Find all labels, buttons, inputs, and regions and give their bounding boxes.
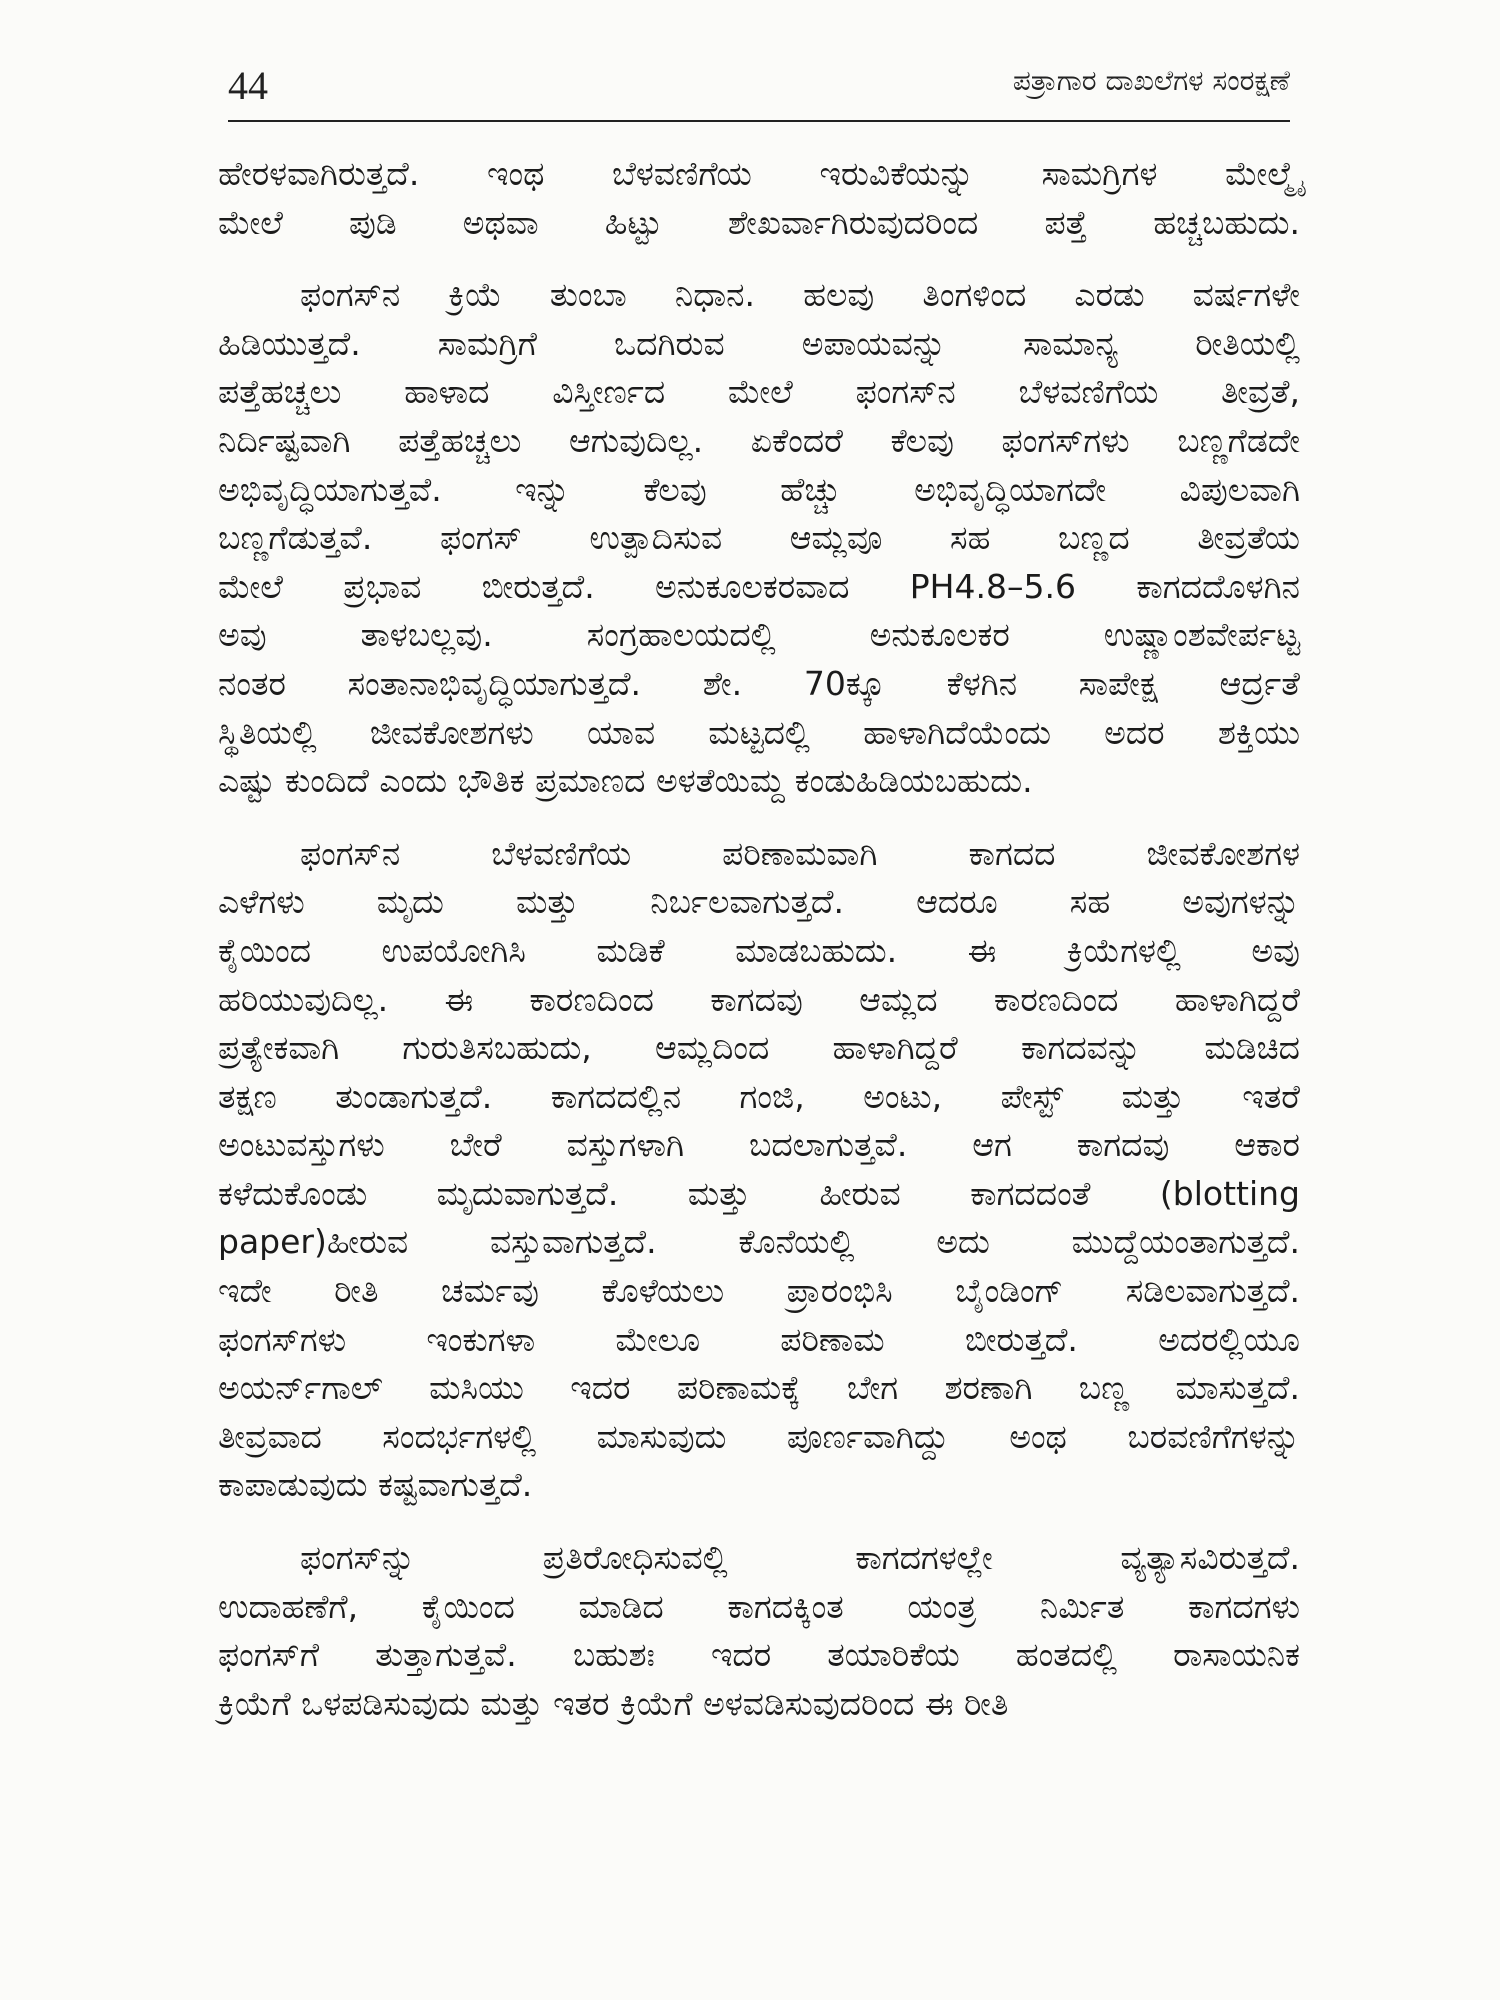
text-line: ಉದಾಹಣೆಗೆ, ಕೈಯಿಂದ ಮಾಡಿದ ಕಾಗದಕ್ಕಿಂತ ಯಂತ್ರ ನಿರ್ಮಿತ ಕಾಗದಗಳು (218, 1586, 1300, 1626)
text-line: ನಿರ್ದಿಷ್ಟವಾಗಿ ಪತ್ತೆಹಚ್ಚಲು ಆಗುವುದಿಲ್ಲ. ಏಕೆಂದರೆ ಕೆಲವು ಫಂಗಸ್‌ಗಳು ಬಣ್ಣಗೆಡದೇ (218, 420, 1300, 460)
text-line: ಹರಿಯುವುದಿಲ್ಲ. ಈ ಕಾರಣದಿಂದ ಕಾಗದವು ಆಮ್ಲದ ಕಾರಣದಿಂದ ಹಾಳಾಗಿದ್ದರೆ (218, 979, 1300, 1019)
text-line: ಎಷ್ಟು ಕುಂದಿದೆ ಎಂದು ಭೌತಿಕ ಪ್ರಮಾಣದ ಅಳತೆಯಿಮ್ದ ಕಂಡುಹಿಡಿಯಬಹುದು. (218, 761, 1033, 801)
page-header (228, 60, 1290, 122)
text-line: ಅಯರ್ನ್‌ಗಾಲ್ ಮಸಿಯು ಇದರ ಪರಿಣಾಮಕ್ಕೆ ಬೇಗ ಶರಣಾಗಿ ಬಣ್ಣ ಮಾಸುತ್ತದೆ. (218, 1368, 1300, 1408)
running-title: ಪತ್ರಾಗಾರ ದಾಖಲೆಗಳ ಸಂರಕ್ಷಣೆ (1012, 64, 1290, 97)
text-line: ಕೈಯಿಂದ ಉಪಯೋಗಿಸಿ ಮಡಿಕೆ ಮಾಡಬಹುದು. ಈ ಕ್ರಿಯೆಗಳಲ್ಲಿ ಅವು (218, 930, 1300, 970)
text-line: ಅಂಟುವಸ್ತುಗಳು ಬೇರೆ ವಸ್ತುಗಳಾಗಿ ಬದಲಾಗುತ್ತವೆ. ಆಗ ಕಾಗದವು ಆಕಾರ (218, 1125, 1300, 1165)
text-line: ಫಂಗಸ್‌ನ ಬೆಳವಣಿಗೆಯ ಪರಿಣಾಮವಾಗಿ ಕಾಗದದ ಜೀವಕೋಶಗಳ (300, 833, 1300, 873)
paragraph (218, 271, 1300, 806)
text-line: ಹೇರಳವಾಗಿರುತ್ತದೆ. ಇಂಥ ಬೆಳವಣಿಗೆಯ ಇರುವಿಕೆಯನ್ನು ಸಾಮಗ್ರಿಗಳ ಮೇಲ್ಮೈ (218, 154, 1300, 193)
paragraph (218, 830, 1300, 1510)
text-line: ಮೇಲೆ ಪುಡಿ ಅಥವಾ ಹಿಟ್ಟು ಶೇಖರ್ವಾಗಿರುವುದರಿಂದ ಪತ್ತೆ ಹಚ್ಚಬಹುದು. (218, 202, 1300, 242)
text-line: ಕಳೆದುಕೊಂಡು ಮೃದುವಾಗುತ್ತದೆ. ಮತ್ತು ಹೀರುವ ಕಾಗದದಂತೆ (blotting (218, 1173, 1300, 1213)
text-line: ಅಭಿವೃದ್ಧಿಯಾಗುತ್ತವೆ. ಇನ್ನು ಕೆಲವು ಹೆಚ್ಚು ಅಭಿವೃದ್ಧಿಯಾಗದೇ ವಿಪುಲವಾಗಿ (218, 469, 1300, 509)
text-line: ಎಳೆಗಳು ಮೃದು ಮತ್ತು ನಿರ್ಬಲವಾಗುತ್ತದೆ. ಆದರೂ ಸಹ ಅವುಗಳನ್ನು (218, 882, 1300, 922)
text-line: ಫಂಗಸ್‌ನ್ನು ಪ್ರತಿರೋಧಿಸುವಲ್ಲಿ ಕಾಗದಗಳಲ್ಲೇ ವ್ಯತ್ಯಾಸವಿರುತ್ತದೆ. (300, 1538, 1300, 1578)
text-line: ಇದೇ ರೀತಿ ಚರ್ಮವು ಕೊಳೆಯಲು ಪ್ರಾರಂಭಿಸಿ ಬೈಂಡಿಂಗ್ ಸಡಿಲವಾಗುತ್ತದೆ. (218, 1271, 1300, 1311)
text-line: ಅವು ತಾಳಬಲ್ಲವು. ಸಂಗ್ರಹಾಲಯದಲ್ಲಿ ಅನುಕೂಲಕರ ಉಷ್ಣಾಂಶವೇರ್ಪಟ್ಟ (218, 615, 1300, 655)
text-line: ನಂತರ ಸಂತಾನಾಭಿವೃದ್ಧಿಯಾಗುತ್ತದೆ. ಶೇ. 70ಕ್ಕೂ ಕೆಳಗಿನ ಸಾಪೇಕ್ಷ ಆರ್ದ್ರತೆ (218, 663, 1300, 703)
text-line: ಬಣ್ಣಗೆಡುತ್ತವೆ. ಫಂಗಸ್ ಉತ್ಪಾದಿಸುವ ಆಮ್ಲವೂ ಸಹ ಬಣ್ಣದ ತೀವ್ರತೆಯ (218, 518, 1300, 558)
text-line: ಕಾಪಾಡುವುದು ಕಷ್ಟವಾಗುತ್ತದೆ. (218, 1465, 533, 1505)
text-line: ಪತ್ತೆಹಚ್ಚಲು ಹಾಳಾದ ವಿಸ್ತೀರ್ಣದ ಮೇಲೆ ಫಂಗಸ್‌ನ ಬೆಳವಣಿಗೆಯ ತೀವ್ರತೆ, (218, 372, 1300, 412)
paragraph (218, 150, 1300, 247)
text-line: ಕ್ರಿಯೆಗೆ ಒಳಪಡಿಸುವುದು ಮತ್ತು ಇತರ ಕ್ರಿಯೆಗೆ ಅಳವಡಿಸುವುದರಿಂದ ಈ ರೀತಿ (218, 1683, 1009, 1723)
text-line: ತೀವ್ರವಾದ ಸಂದರ್ಭಗಳಲ್ಲಿ ಮಾಸುವುದು ಪೂರ್ಣವಾಗಿದ್ದು ಅಂಥ ಬರವಣಿಗೆಗಳನ್ನು (218, 1416, 1300, 1456)
body-text (218, 150, 1300, 1752)
text-line: ಮೇಲೆ ಪ್ರಭಾವ ಬೀರುತ್ತದೆ. ಅನುಕೂಲಕರವಾದ PH4.8–5.6 ಕಾಗದದೊಳಗಿನ (218, 566, 1300, 606)
text-line: ತಕ್ಷಣ ತುಂಡಾಗುತ್ತದೆ. ಕಾಗದದಲ್ಲಿನ ಗಂಜಿ, ಅಂಟು, ಪೇಸ್ಟ್ ಮತ್ತು ಇತರೆ (218, 1076, 1300, 1116)
text-line: paper)ಹೀರುವ ವಸ್ತುವಾಗುತ್ತದೆ. ಕೊನೆಯಲ್ಲಿ ಅದು ಮುದ್ದೆಯಂತಾಗುತ್ತದೆ. (218, 1222, 1300, 1262)
text-line: ಫಂಗಸ್‌ಗೆ ತುತ್ತಾಗುತ್ತವೆ. ಬಹುಶಃ ಇದರ ತಯಾರಿಕೆಯ ಹಂತದಲ್ಲಿ ರಾಸಾಯನಿಕ (218, 1635, 1300, 1675)
text-line: ಹಿಡಿಯುತ್ತದೆ. ಸಾಮಗ್ರಿಗೆ ಒದಗಿರುವ ಅಪಾಯವನ್ನು ಸಾಮಾನ್ಯ ರೀತಿಯಲ್ಲಿ (218, 323, 1300, 363)
page-number: 44 (228, 63, 268, 108)
text-line: ಫಂಗಸ್‌ನ ಕ್ರಿಯೆ ತುಂಬಾ ನಿಧಾನ. ಹಲವು ತಿಂಗಳಿಂದ ಎರಡು ವರ್ಷಗಳೇ (300, 275, 1300, 315)
text-line: ಸ್ಥಿತಿಯಲ್ಲಿ ಜೀವಕೋಶಗಳು ಯಾವ ಮಟ್ಟದಲ್ಲಿ ಹಾಳಾಗಿದೆಯೆಂದು ಅದರ ಶಕ್ತಿಯು (218, 712, 1300, 752)
paragraph (218, 1534, 1300, 1728)
text-line: ಫಂಗಸ್‌ಗಳು ಇಂಕುಗಳಾ ಮೇಲೂ ಪರಿಣಾಮ ಬೀರುತ್ತದೆ. ಅದರಲ್ಲಿಯೂ (218, 1319, 1300, 1359)
text-line: ಪ್ರತ್ಯೇಕವಾಗಿ ಗುರುತಿಸಬಹುದು, ಆಮ್ಲದಿಂದ ಹಾಳಾಗಿದ್ದರೆ ಕಾಗದವನ್ನು ಮಡಿಚಿದ (218, 1028, 1300, 1068)
